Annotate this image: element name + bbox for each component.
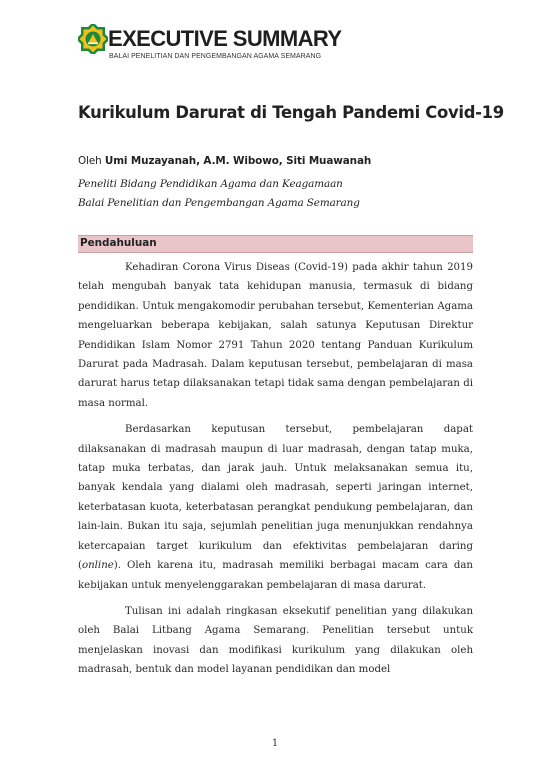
byline <box>78 155 371 167</box>
brand-subtitle: BALAI PENELITIAN DAN PENGEMBANGAN AGAMA SEMARANG <box>109 53 322 60</box>
paragraph-2-italic: online <box>81 560 114 572</box>
paragraph-2-text-b: ). Oleh karena itu, madrasah memiliki berbagai macam cara dan kebijakan untuk menyelenggarakan pembelajaran di masa darurat. <box>78 560 473 591</box>
ministry-of-religious-affairs-emblem-icon <box>78 24 108 54</box>
paragraph-2-text-a: Berdasarkan keputusan tersebut, pembelajaran dapat dilaksanakan di madrasah maupun di luar madrasah, dengan tatap muka, tatap muka terbatas, dan jarak jauh. Untuk melaksanakan semua itu, banyak kendala yang dialami oleh madrasah, seperti jaringan internet, keterbatasan kuota, keterbatasan perangkat pendukung pembelajaran, dan lain-lain. Bukan itu saja, sejumlah penelitian juga menunjukkan rendahnya ketercapaian target kurikulum dan efektivitas pembelajaran daring ( <box>78 424 473 572</box>
brand-title: EXECUTIVE SUMMARY <box>108 26 342 51</box>
document-title: Kurikulum Darurat di Tengah Pandemi Covid-19 <box>78 103 504 122</box>
paragraph-1: Kehadiran Corona Virus Diseas (Covid-19) pada akhir tahun 2019 telah mengubah banyak tata kehidupan manusia, termasuk di bidang pendidikan. Untuk mengakomodir perubahan tersebut, Kementerian Agama mengeluarkan beberapa kebijakan, salah satunya Keputusan Direktur Pendidikan Islam Nomor 2791 Tahun 2020 tentang Panduan Kurikulum Darurat pada Madrasah. Dalam keputusan tersebut, pembelajaran di masa darurat harus tetap dilaksanakan tetapi tidak sama dengan pembelajaran di masa normal. <box>78 262 473 409</box>
paragraph-3: Tulisan ini adalah ringkasan eksekutif penelitian yang dilakukan oleh Balai Litbang Agama Semarang. Penelitian tersebut untuk menjelaskan inovasi dan modifikasi kurikulum yang dilakukan oleh madrasah, bentuk dan model layanan pendidikan dan model <box>78 605 473 676</box>
affiliation-line-2: Balai Penelitian dan Pengembangan Agama Semarang <box>78 197 360 209</box>
section-heading-bar <box>78 235 473 253</box>
byline-prefix: Oleh <box>78 155 105 167</box>
page-number: 1 <box>271 738 279 749</box>
document-header <box>78 24 478 64</box>
paragraph-2 <box>78 420 473 595</box>
affiliation-line-1: Peneliti Bidang Pendidikan Agama dan Keagamaan <box>78 178 343 190</box>
author-names: Umi Muzayanah, A.M. Wibowo, Siti Muawanah <box>104 155 372 167</box>
document-body <box>78 258 473 687</box>
section-heading: Pendahuluan <box>80 237 157 249</box>
